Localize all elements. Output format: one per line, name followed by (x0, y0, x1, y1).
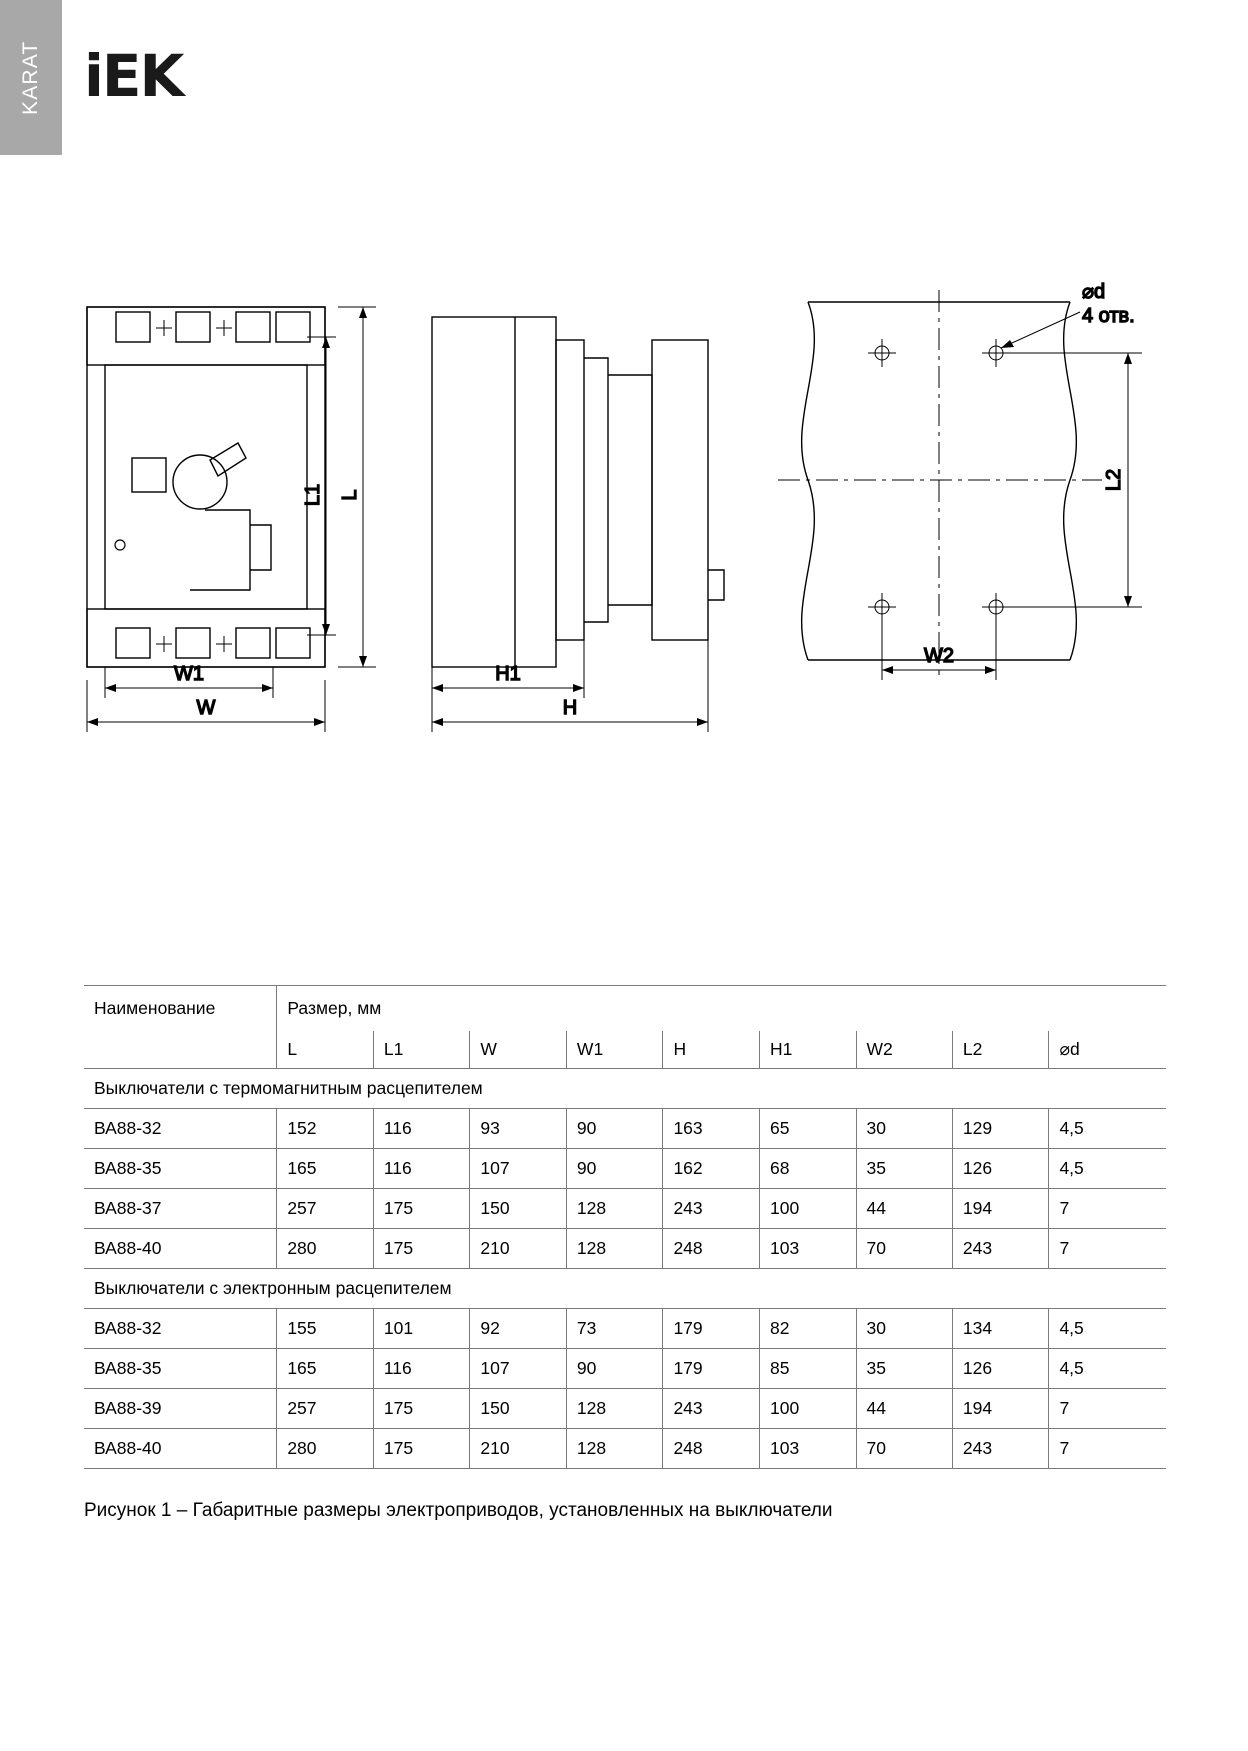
dim-label-W: W (196, 697, 216, 719)
header-col-L2: L2 (952, 1031, 1049, 1069)
cell-W2: 70 (856, 1229, 952, 1269)
cell-W1: 90 (566, 1149, 663, 1189)
cell-L1: 116 (373, 1149, 470, 1189)
row-name: ВА88-40 (84, 1429, 277, 1469)
figure-caption: Рисунок 1 – Габаритные размеры электроприводов, установленных на выключатели (84, 1500, 833, 1521)
technical-drawing (60, 280, 1190, 780)
cell-L2: 194 (952, 1389, 1049, 1429)
cell-H: 162 (663, 1149, 760, 1189)
table-row (84, 1429, 1166, 1469)
cell-L1: 116 (373, 1349, 470, 1389)
cell-H1: 85 (759, 1349, 856, 1389)
cell-d: 4,5 (1049, 1309, 1166, 1349)
cell-W2: 44 (856, 1389, 952, 1429)
cell-H1: 103 (759, 1229, 856, 1269)
cell-W: 150 (470, 1389, 567, 1429)
dim-label-L: L (339, 489, 361, 501)
cell-W2: 44 (856, 1189, 952, 1229)
cell-L1: 175 (373, 1429, 470, 1469)
cell-L2: 243 (952, 1429, 1049, 1469)
cell-L: 155 (277, 1309, 374, 1349)
table-row (84, 1389, 1166, 1429)
header-size-group: Размер, мм (277, 986, 1166, 1032)
cell-L: 257 (277, 1189, 374, 1229)
header-col-d: ⌀d (1049, 1031, 1166, 1069)
table-row (84, 1149, 1166, 1189)
row-name: ВА88-35 (84, 1349, 277, 1389)
dim-label-L1: L1 (302, 483, 324, 507)
section-title-row (84, 1269, 1166, 1309)
cell-H: 243 (663, 1389, 760, 1429)
header-col-W1: W1 (566, 1031, 663, 1069)
cell-L: 280 (277, 1229, 374, 1269)
cell-H1: 82 (759, 1309, 856, 1349)
cell-L2: 134 (952, 1309, 1049, 1349)
cell-d: 7 (1049, 1229, 1166, 1269)
cell-W1: 90 (566, 1109, 663, 1149)
cell-W: 210 (470, 1429, 567, 1469)
header-name: Наименование (84, 986, 277, 1032)
cell-W: 107 (470, 1149, 567, 1189)
cell-H: 179 (663, 1349, 760, 1389)
dim-label-H: H (562, 697, 578, 719)
cell-L2: 126 (952, 1149, 1049, 1189)
cell-L2: 194 (952, 1189, 1049, 1229)
cell-W1: 128 (566, 1229, 663, 1269)
section-title-row (84, 1069, 1166, 1109)
table-row (84, 1349, 1166, 1389)
cell-L1: 175 (373, 1189, 470, 1229)
cell-H: 248 (663, 1229, 760, 1269)
row-name: ВА88-40 (84, 1229, 277, 1269)
cell-L2: 126 (952, 1349, 1049, 1389)
cell-L: 152 (277, 1109, 374, 1149)
header-col-H: H (663, 1031, 760, 1069)
cell-H: 179 (663, 1309, 760, 1349)
table-row (84, 1109, 1166, 1149)
cell-L2: 129 (952, 1109, 1049, 1149)
row-name: ВА88-35 (84, 1149, 277, 1189)
cell-d: 7 (1049, 1389, 1166, 1429)
cell-L1: 101 (373, 1309, 470, 1349)
header-name-spacer (84, 1031, 277, 1069)
cell-H1: 65 (759, 1109, 856, 1149)
cell-H1: 100 (759, 1189, 856, 1229)
cell-d: 4,5 (1049, 1349, 1166, 1389)
row-name: ВА88-37 (84, 1189, 277, 1229)
header-col-H1: H1 (759, 1031, 856, 1069)
dim-label-W2: W2 (924, 645, 954, 667)
cell-H1: 103 (759, 1429, 856, 1469)
header-col-W: W (470, 1031, 567, 1069)
cell-L1: 116 (373, 1109, 470, 1149)
cell-W1: 128 (566, 1189, 663, 1229)
cell-L: 165 (277, 1149, 374, 1189)
cell-H: 243 (663, 1189, 760, 1229)
dim-label-diameter-d: ⌀d (1082, 281, 1106, 303)
cell-L: 165 (277, 1349, 374, 1389)
row-name: ВА88-32 (84, 1109, 277, 1149)
header-col-L1: L1 (373, 1031, 470, 1069)
cell-L: 257 (277, 1389, 374, 1429)
dim-label-holes-note: 4 отв. (1082, 305, 1135, 327)
logo-text: iEK (84, 42, 183, 110)
table-row (84, 1309, 1166, 1349)
cell-H1: 68 (759, 1149, 856, 1189)
section-title-thermomagnetic: Выключатели с термомагнитным расцепителем (84, 1069, 1166, 1109)
dim-label-L2: L2 (1103, 468, 1125, 492)
iek-logo (84, 42, 183, 110)
row-name: ВА88-32 (84, 1309, 277, 1349)
cell-d: 7 (1049, 1189, 1166, 1229)
cell-d: 7 (1049, 1429, 1166, 1469)
dim-label-H1: H1 (495, 663, 521, 685)
dimensions-table (84, 985, 1166, 1469)
row-name: ВА88-39 (84, 1389, 277, 1429)
header-col-L: L (277, 1031, 374, 1069)
cell-d: 4,5 (1049, 1109, 1166, 1149)
cell-H: 248 (663, 1429, 760, 1469)
section-title-electronic: Выключатели с электронным расцепителем (84, 1269, 1166, 1309)
brand-band-label: KARAT (19, 40, 42, 115)
cell-W2: 35 (856, 1149, 952, 1189)
brand-band (0, 0, 62, 155)
table-header-columns (84, 1031, 1166, 1069)
cell-W: 107 (470, 1349, 567, 1389)
cell-W1: 128 (566, 1429, 663, 1469)
table-row (84, 1189, 1166, 1229)
cell-L: 280 (277, 1429, 374, 1469)
cell-W2: 70 (856, 1429, 952, 1469)
cell-W: 210 (470, 1229, 567, 1269)
cell-W: 92 (470, 1309, 567, 1349)
cell-H: 163 (663, 1109, 760, 1149)
cell-W: 93 (470, 1109, 567, 1149)
cell-W2: 30 (856, 1109, 952, 1149)
dim-label-W1: W1 (174, 663, 204, 685)
table-row (84, 1229, 1166, 1269)
cell-L1: 175 (373, 1389, 470, 1429)
cell-d: 4,5 (1049, 1149, 1166, 1189)
cell-H1: 100 (759, 1389, 856, 1429)
cell-W1: 73 (566, 1309, 663, 1349)
cell-W2: 30 (856, 1309, 952, 1349)
table-header-top (84, 986, 1166, 1032)
cell-L2: 243 (952, 1229, 1049, 1269)
cell-W: 150 (470, 1189, 567, 1229)
cell-L1: 175 (373, 1229, 470, 1269)
header-col-W2: W2 (856, 1031, 952, 1069)
cell-W1: 90 (566, 1349, 663, 1389)
cell-W2: 35 (856, 1349, 952, 1389)
cell-W1: 128 (566, 1389, 663, 1429)
